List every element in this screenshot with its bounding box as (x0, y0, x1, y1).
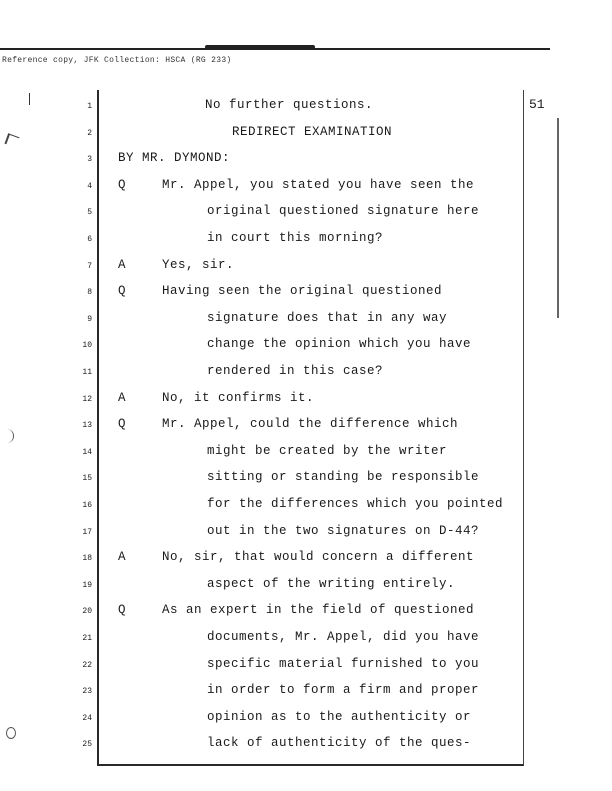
transcript-line (0, 257, 612, 284)
line-text: Mr. Appel, could the difference which (162, 417, 459, 432)
line-number: 19 (82, 580, 92, 590)
line-text: rendered in this case? (207, 364, 384, 378)
line-text: opinion as to the authenticity or (207, 709, 472, 724)
transcript-line (0, 124, 612, 151)
line-number: 24 (82, 713, 92, 723)
line-text: aspect of the writing entirely. (207, 576, 456, 591)
transcript-line (0, 336, 612, 363)
line-text: sitting or standing be responsible (207, 470, 480, 485)
line-number: 22 (82, 660, 92, 670)
line-text: for the differences which you pointed (207, 497, 504, 511)
transcript-line (0, 230, 612, 257)
line-number: 16 (82, 501, 92, 510)
line-number: 14 (82, 447, 92, 457)
line-number: 1 (87, 102, 92, 111)
line-number: 15 (82, 474, 92, 484)
transcript-line (0, 709, 612, 736)
transcript-line (0, 416, 612, 443)
line-text: documents, Mr. Appel, did you have (207, 630, 480, 644)
header-note: Reference copy, JFK Collection: HSCA (RG 233) (2, 56, 232, 65)
line-number: 17 (82, 527, 92, 537)
line-number: 5 (87, 208, 92, 218)
line-text: No, it confirms it. (162, 390, 315, 405)
line-text: signature does that in any way (207, 310, 448, 325)
line-number: 4 (87, 181, 92, 191)
line-number: 6 (87, 235, 92, 244)
line-text: As an expert in the field of questioned (162, 603, 475, 618)
speaker-marker: Q (118, 603, 126, 618)
line-text: Having seen the original questioned (162, 284, 443, 299)
speaker-marker: A (118, 550, 126, 565)
line-text: in court this morning? (207, 231, 384, 245)
line-number: 25 (82, 740, 92, 750)
transcript-line (0, 469, 612, 496)
transcript-line (0, 682, 612, 709)
line-number: 7 (87, 261, 92, 271)
line-text: BY MR. DYMOND: (118, 151, 231, 166)
line-number: 11 (82, 368, 92, 377)
line-text: original questioned signature here (207, 204, 480, 219)
line-text: might be created by the writer (207, 443, 448, 458)
page-number: 51 (529, 97, 545, 112)
transcript-line (0, 283, 612, 310)
line-text: No further questions. (205, 98, 374, 112)
line-number: 12 (82, 394, 92, 404)
line-text: Mr. Appel, you stated you have seen the (162, 177, 475, 192)
transcript-line (0, 549, 612, 576)
speaker-marker: A (118, 257, 126, 272)
transcript-line (0, 576, 612, 603)
line-number: 2 (87, 128, 92, 138)
line-number: 8 (87, 288, 92, 298)
line-text: specific material furnished to you (207, 656, 480, 671)
transcript-line (0, 390, 612, 417)
header-smudge (205, 45, 315, 49)
speaker-marker: Q (118, 284, 126, 299)
transcript-line (0, 443, 612, 470)
line-text: change the opinion which you have (207, 337, 472, 352)
transcript-line (0, 363, 612, 390)
speaker-marker: Q (118, 177, 126, 192)
transcript-line (0, 523, 612, 550)
transcript-line (0, 203, 612, 230)
line-number: 18 (82, 554, 92, 564)
line-text: in order to form a firm and proper (207, 683, 480, 698)
line-text: lack of authenticity of the ques- (207, 736, 472, 751)
line-number: 10 (82, 341, 92, 351)
speaker-marker: A (118, 390, 126, 405)
transcript-line (0, 629, 612, 656)
transcript-line (0, 496, 612, 523)
transcript-line (0, 177, 612, 204)
line-number: 21 (82, 634, 92, 643)
line-text: REDIRECT EXAMINATION (232, 124, 393, 139)
transcript-line (0, 602, 612, 629)
transcript-line (0, 310, 612, 337)
transcript-line (0, 656, 612, 683)
line-number: 13 (82, 421, 92, 431)
transcript-line (0, 97, 612, 124)
transcript-line (0, 150, 612, 177)
speaker-marker: Q (118, 417, 126, 432)
line-text: No, sir, that would concern a different (162, 550, 475, 565)
line-text: out in the two signatures on D-44? (207, 523, 480, 538)
transcript-line (0, 735, 612, 762)
line-number: 23 (82, 687, 92, 697)
line-number: 3 (87, 155, 92, 165)
line-number: 9 (87, 314, 92, 324)
line-text: Yes, sir. (162, 257, 235, 272)
line-number: 20 (82, 607, 92, 617)
